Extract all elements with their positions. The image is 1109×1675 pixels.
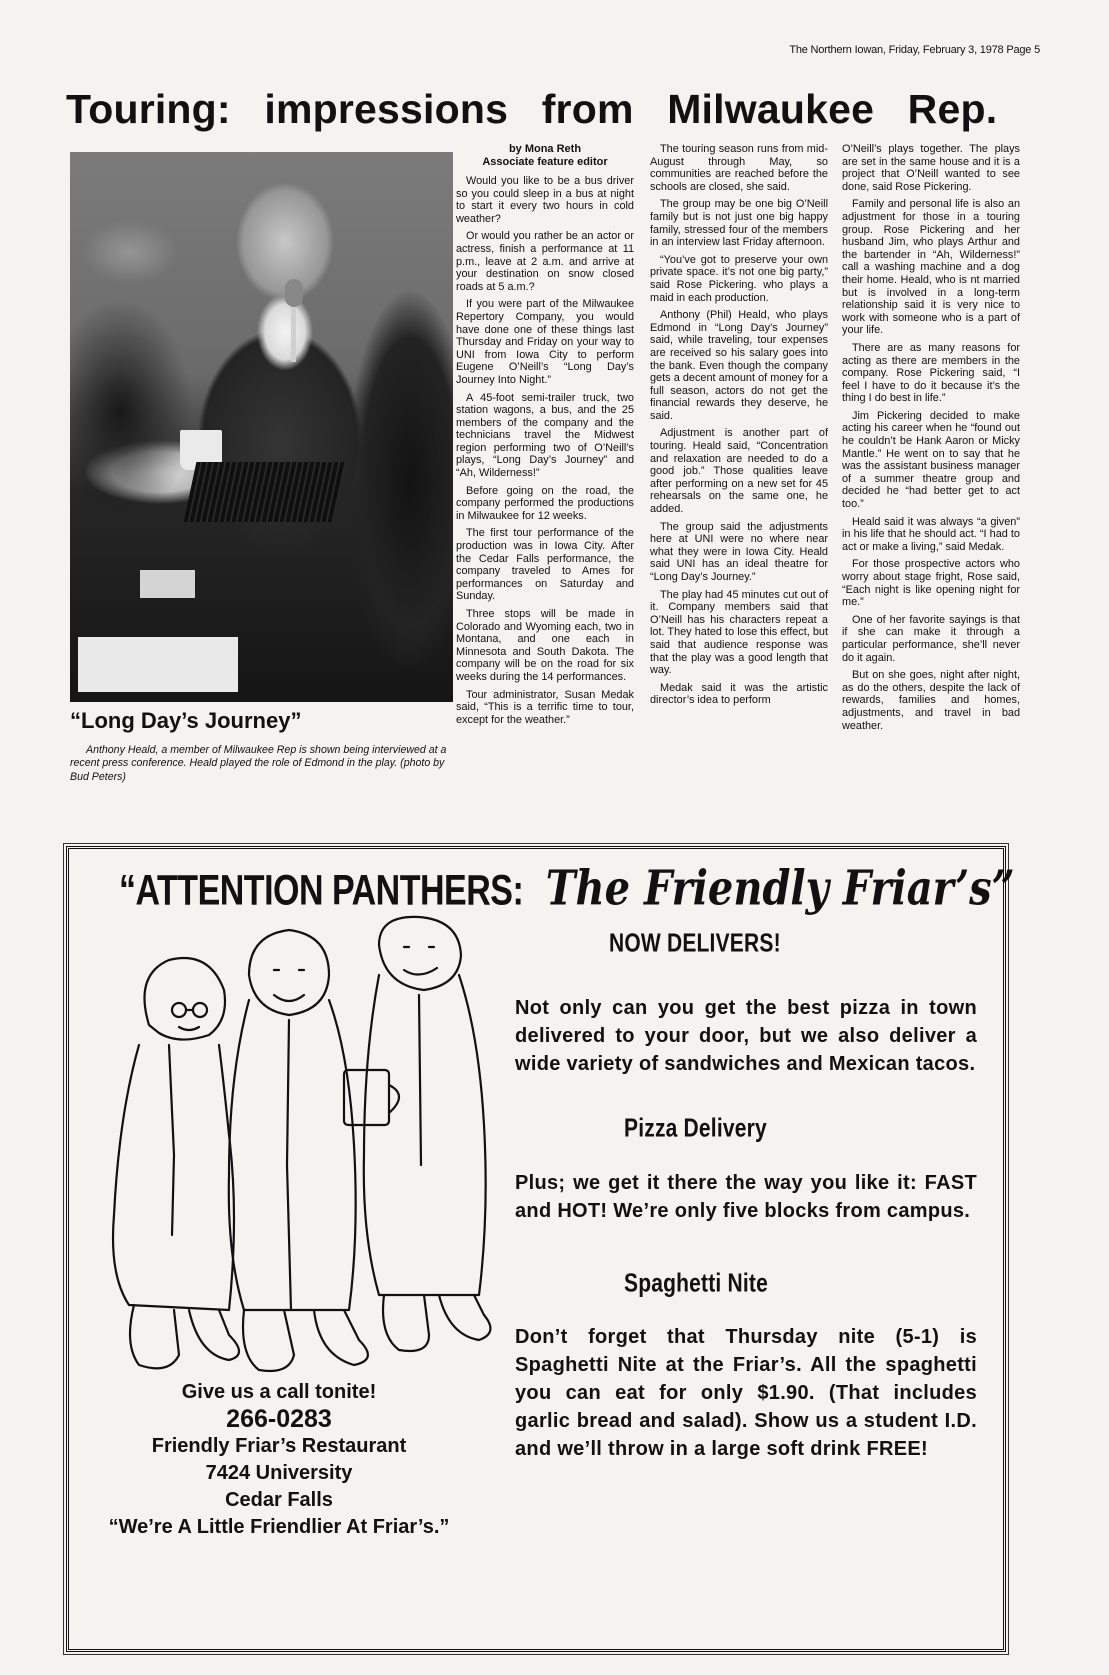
article-paragraph: Before going on the road, the company performed the productions in Milwaukee for 12 weeks.: [456, 484, 634, 522]
ad-spaghetti-text: Don’t forget that Thursday nite (5-1) is Spaghetti Nite at the Friar’s. All the spaghetti you can eat for only $1.90. (That includes garlic bread and salad). Show us a student I.D. and we’ll throw in a large soft drink FREE!: [515, 1326, 977, 1460]
paper-shape: [78, 637, 238, 692]
article-paragraph: The group may be one big O’Neill family but is not just one big happy family, stressed four of the members in an interview last Friday afternoon.: [650, 198, 828, 249]
article-paragraph: The touring season runs from mid-August through May, so communities are reached before the schools are closed, she said.: [650, 143, 828, 193]
article-paragraph: Tour administrator, Susan Medak said, “This is a terrific time to tour, except for the weather.”: [456, 688, 634, 726]
photo-caption-text: Anthony Heald, a member of Milwaukee Rep is shown being interviewed at a recent press conference. Heald played the role of Edmond in the play. (photo by Bud Peters): [70, 744, 447, 783]
article-headline: Touring: impressions from Milwaukee Rep.: [66, 86, 998, 132]
article-paragraph: One of her favorite sayings is that if she can make it through a particular performance, she’ll never do it again.: [842, 613, 1020, 664]
ad-phone-number: 266-0283: [226, 1405, 332, 1433]
ad-slogan: “We’re A Little Friendlier At Friar’s.”: [108, 1516, 450, 1538]
ad-restaurant-name: Friendly Friar’s Restaurant: [151, 1435, 407, 1457]
article-photo: [70, 152, 453, 702]
article-column-3: [842, 143, 1020, 737]
ad-brand-name: The Friendly Friar’s”: [545, 860, 1015, 917]
article-paragraph: But on she goes, night after night, as do the others, despite the lack of rewards, families and homes, adjustments, and travel in bad weather.: [842, 669, 1020, 732]
article-paragraph: If you were part of the Milwaukee Repertory Company, you would have done one of these things last Thursday and Friday on your way to UNI from Iowa City to perform Eugene O’Neill’s “Long Day’s Journey Into Night.”: [456, 298, 634, 386]
ad-now-delivers: NOW DELIVERS!: [609, 929, 781, 958]
ad-pizza-heading: Pizza Delivery: [624, 1114, 767, 1143]
article-paragraph: The group said the adjustments here at UNI were no where near what they were in Iowa City. Heald said UNI has an ideal theatre for “Long Day’s Journey.”: [650, 520, 828, 583]
article-paragraph: O’Neill’s plays together. The plays are set in the same house and it is a project that O’Neill wanted to see done, said Rose Pickering.: [842, 143, 1020, 193]
microphone-shape: [285, 279, 303, 307]
article-paragraph: A 45-foot semi-trailer truck, two station wagons, a bus, and the 25 members of the company and the technicians travel the Midwest region performing two of O’Neill’s plays, “Long Day’s Journey” and “Ah, Wilderness!”: [456, 391, 634, 480]
ad-spaghetti-heading: Spaghetti Nite: [624, 1269, 768, 1298]
ad-city: Cedar Falls: [225, 1489, 333, 1511]
article-paragraph: Family and personal life is also an adjustment for those in a touring group. Rose Pickering and her husband Jim, who plays Arthur and the bartender in “Ah, Wilderness!” call a washing machine and a dog their home. Heald, who is nt married but is involved in a long-term relationship said it is very nice to work with someone who is a part of your life.: [842, 198, 1020, 337]
ad-contact-block: [69, 1379, 489, 1541]
article-paragraph: Jim Pickering decided to make acting his career when he “found out he couldn’t be Hank Aaron or Micky Mantle.” He went on to say that he was the assistant business manager of a summer theatre group and decided he “had better get to act too.”: [842, 409, 1020, 511]
byline-title: Associate feature editor: [482, 156, 608, 168]
photo-caption-title: “Long Day’s Journey”: [70, 708, 302, 733]
byline: [456, 143, 634, 169]
article-column-1: [456, 143, 634, 731]
tape-recorder-shape: [184, 462, 347, 522]
article-paragraph: For those prospective actors who worry about stage fright, Rose said, “Each night is like opening night for me.”: [842, 558, 1020, 609]
article-paragraph: Anthony (Phil) Heald, who plays Edmond in “Long Day’s Journey” said, while traveling, tour expenses are received so his salary goes into the bank. Even though the company gets a decent amount of money for a full season, actors do not get the financial rewards they deserve, he said.: [650, 309, 828, 422]
byline-name: by Mona Reth: [508, 143, 582, 155]
ad-headline: [119, 860, 1015, 917]
article-paragraph: Three stops will be made in Colorado and Wyoming each, two in Montana, and one each in Minnesota and South Dakota. The company will be on the road for six weeks during the 14 performances.: [456, 608, 634, 683]
friendly-friars-advertisement: [66, 846, 1015, 1652]
article-paragraph: Would you like to be a bus driver so you could sleep in a bus at night to start it every two hours in cold weather?: [456, 175, 634, 225]
article-paragraph: Medak said it was the artistic director’s idea to perform: [650, 681, 828, 707]
article-column-2: [650, 143, 828, 712]
article-paragraph: “You’ve got to preserve your own private space. it’s not one big party,” said Rose Pickering. who plays a maid in each production.: [650, 253, 828, 304]
article-paragraph: The first tour performance of the production was in Iowa City. After the Cedar Falls performance, the company traveled to Ames for performances on Saturday and Sunday.: [456, 527, 634, 603]
ad-headline-prefix: “ATTENTION PANTHERS:: [119, 867, 524, 915]
page-header: The Northern Iowan, Friday, February 3, 1978 Page 5: [789, 44, 1040, 56]
article-paragraph: The play had 45 minutes cut out of it. Company members said that O’Neill has his characters repeat a lot. They hated to lose this effect, but said that audience response was that the play was a good length that way.: [650, 588, 828, 677]
article-paragraph: Adjustment is another part of touring. Heald said, “Concentration and relaxation are needed to do a good job.” Those qualities leave after performing on a new set for 45 rehearsals on the same one, he added.: [650, 427, 828, 516]
microphone-stem-shape: [291, 302, 296, 362]
ad-intro-text: Not only can you get the best pizza in town delivered to your door, but we also deliver a wide variety of sandwiches and Mexican tacos.: [515, 997, 977, 1075]
ad-address: 7424 University: [205, 1462, 353, 1484]
article-paragraph: Or would you rather be an actor or actress, finish a performance at 11 p.m., leave at 2 a.m. and arrive at your destination on snow closed roads at 5 a.m.?: [456, 230, 634, 293]
ad-call-line: Give us a call tonite!: [181, 1381, 377, 1403]
ad-pizza-text: Plus; we get it there the way you like it: FAST and HOT! We’re only five blocks from campus.: [515, 1172, 977, 1222]
friars-illustration-icon: [79, 915, 499, 1385]
article-paragraph: There are as many reasons for acting as there are members in the company. Rose Pickering said, “I feel I have to do it because it’s the thing I do best in life.”: [842, 341, 1020, 405]
box-shape: [140, 570, 195, 598]
article-paragraph: Heald said it was always “a given” in his life that he should act. “I had to act or make a living,” said Medak.: [842, 515, 1020, 553]
